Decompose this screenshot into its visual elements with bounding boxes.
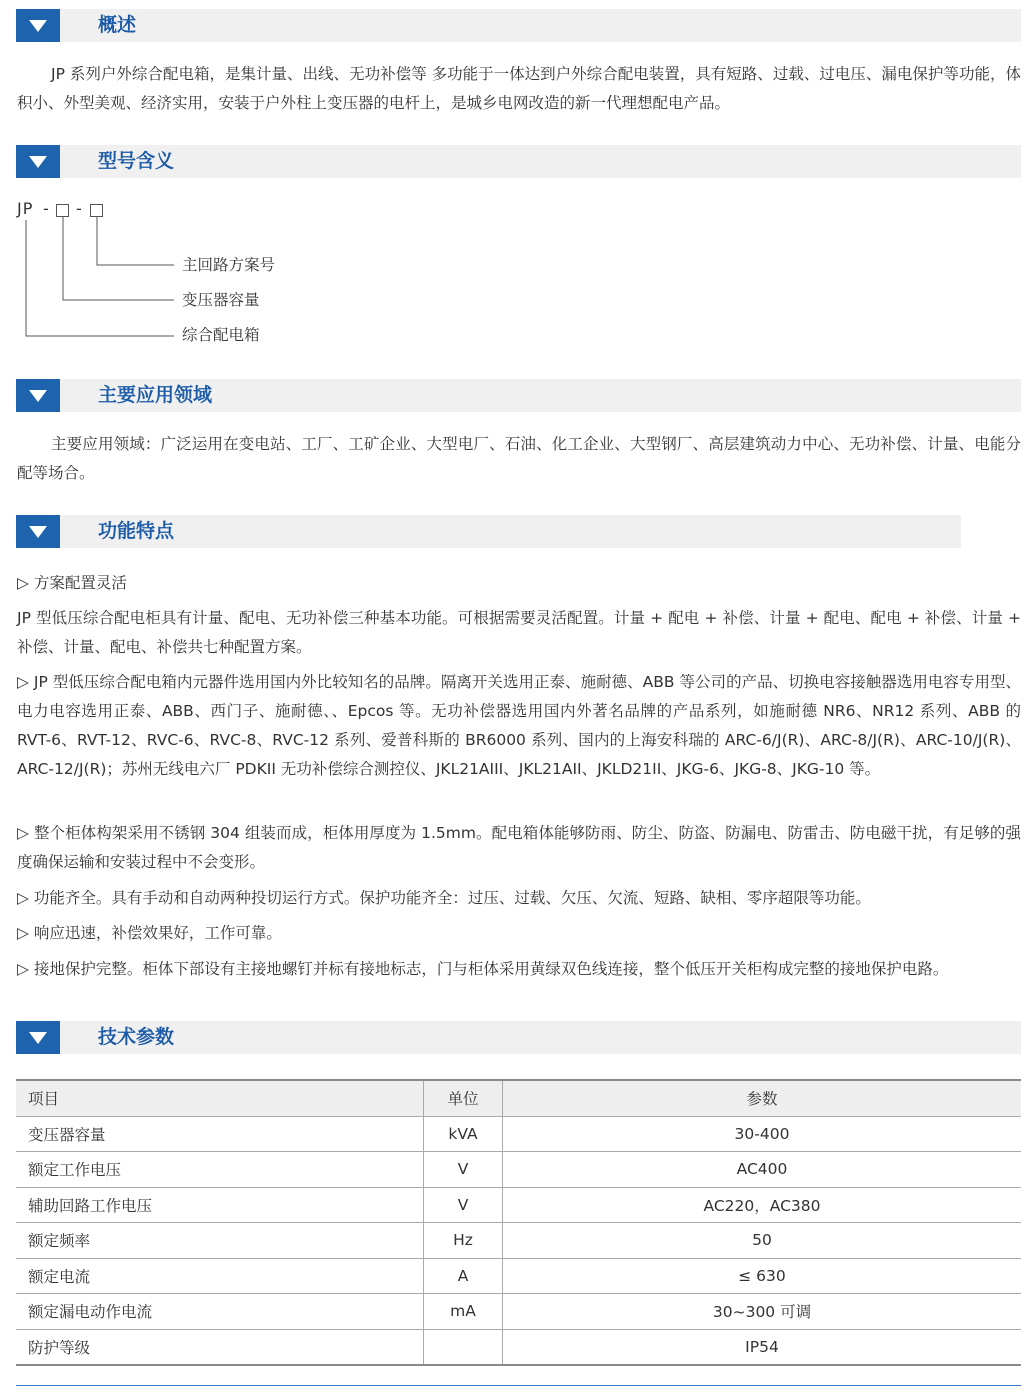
table-header-unit: 单位 <box>424 1080 503 1116</box>
model-dash: - <box>76 199 83 218</box>
overview-text: JP 系列户外综合配电箱，是集计量、出线、无功补偿等 多功能于一体达到户外综合配电装置，具有短路、过载、过电压、漏电保护等功能，体积小、外型美观、经济实用，安装于户外柱上变压器的电杆上，是城乡电网改造的新一代理想配电产品。 <box>17 65 1021 112</box>
collapse-triangle-icon <box>16 1021 60 1054</box>
cell-value: 50 <box>503 1223 1022 1259</box>
section-title-features: 功能特点 <box>98 520 175 542</box>
model-dash: - <box>43 199 50 218</box>
cell-item: 辅助回路工作电压 <box>16 1187 424 1223</box>
section-header-features <box>16 515 961 548</box>
section-title-model: 型号含义 <box>98 150 175 172</box>
cell-item: 变压器容量 <box>16 1116 424 1152</box>
table-row <box>16 1187 1021 1223</box>
cell-unit: kVA <box>424 1116 503 1152</box>
feature-item: ▷ 接地保护完整。柜体下部设有主接地螺钉并标有接地标志，门与柜体采用黄绿双色线连接，整个低压开关柜构成完整的接地保护电路。 <box>17 960 949 978</box>
cell-unit: V <box>424 1187 503 1223</box>
cell-unit: V <box>424 1152 503 1188</box>
label-main-circuit-scheme: 主回路方案号 <box>182 256 276 274</box>
specs-table <box>16 1079 1021 1366</box>
collapse-triangle-icon <box>16 9 60 42</box>
table-header-value: 参数 <box>503 1080 1022 1116</box>
placeholder-box <box>90 204 103 217</box>
cell-unit: mA <box>424 1294 503 1330</box>
feature-item: ▷ JP 型低压综合配电箱内元器件选用国内外比较知名的品牌。隔离开关选用正泰、施耐德、ABB 等公司的产品、切换电容接触器选用电容专用型、电力电容选用正泰、ABB、西门子、施耐德、、Epcos 等。无功补偿器选用国内外著名品牌的产品系列，如施耐德 NR6、NR12 系列、ABB 的 RVT-6、RVT-12、RVC-6、RVC-8、RVC-12 系列、爱普科斯的 BR6000 系列、国内的上海安科瑞的 ARC-6/J(R)、ARC-8/J(R)、ARC-10/J(R)、ARC-12/J(R)；苏州无线电六厂 PDKII 无功补偿综合测控仪、JKL21AIII、JKL21AII、JKLD21II、JKG-6、JKG-8、JKG-10 等。 <box>17 673 1021 778</box>
section-header-applications <box>16 379 1021 412</box>
table-row <box>16 1329 1021 1365</box>
section-header-overview <box>16 9 1021 42</box>
collapse-triangle-icon <box>16 515 60 548</box>
cell-value: AC220，AC380 <box>503 1187 1022 1223</box>
cell-unit <box>424 1329 503 1365</box>
table-row <box>16 1116 1021 1152</box>
applications-text: 主要应用领域：广泛运用在变电站、工厂、工矿企业、大型电厂、石油、化工企业、大型钢厂、高层建筑动力中心、无功补偿、计量、电能分配等场合。 <box>17 435 1021 482</box>
model-code-diagram <box>17 198 317 350</box>
feature-item: JP 型低压综合配电柜具有计量、配电、无功补偿三种基本功能。可根据需要灵活配置。计量 + 配电 + 补偿、计量 + 配电、配电 + 补偿、计量 + 补偿、计量、配电、补偿共七种配置方案。 <box>17 609 1021 656</box>
bottom-divider <box>16 1385 1021 1386</box>
label-transformer-capacity: 变压器容量 <box>182 291 260 309</box>
cell-item: 额定漏电动作电流 <box>16 1294 424 1330</box>
cell-item: 额定工作电压 <box>16 1152 424 1188</box>
cell-value: 30-400 <box>503 1116 1022 1152</box>
table-row <box>16 1294 1021 1330</box>
cell-item: 防护等级 <box>16 1329 424 1365</box>
feature-item: ▷ 方案配置灵活 <box>17 574 127 592</box>
cell-value: AC400 <box>503 1152 1022 1188</box>
table-row <box>16 1223 1021 1259</box>
cell-unit: A <box>424 1258 503 1294</box>
collapse-triangle-icon <box>16 379 60 412</box>
table-header-item: 项目 <box>16 1080 424 1116</box>
table-row <box>16 1258 1021 1294</box>
feature-item: ▷ 功能齐全。具有手动和自动两种投切运行方式。保护功能齐全：过压、过载、欠压、欠流、短路、缺相、零序超限等功能。 <box>17 889 871 907</box>
feature-item: ▷ 整个柜体构架采用不锈钢 304 组装而成，柜体用厚度为 1.5mm。配电箱体能够防雨、防尘、防盗、防漏电、防雷击、防电磁干扰，有足够的强度确保运输和安装过程中不会变形。 <box>17 824 1021 871</box>
cell-value: 30~300 可调 <box>503 1294 1022 1330</box>
label-distribution-box: 综合配电箱 <box>182 326 260 344</box>
section-header-model <box>16 145 1021 178</box>
placeholder-box <box>56 204 69 217</box>
section-title-applications: 主要应用领域 <box>98 384 213 406</box>
cell-item: 额定频率 <box>16 1223 424 1259</box>
section-title-specs: 技术参数 <box>98 1026 175 1048</box>
model-code-prefix: JP <box>17 199 34 218</box>
table-header-row <box>16 1080 1021 1116</box>
cell-value: ≤ 630 <box>503 1258 1022 1294</box>
collapse-triangle-icon <box>16 145 60 178</box>
section-title-overview: 概述 <box>98 14 137 36</box>
table-row <box>16 1152 1021 1188</box>
feature-item: ▷ 响应迅速，补偿效果好，工作可靠。 <box>17 924 282 942</box>
cell-item: 额定电流 <box>16 1258 424 1294</box>
section-header-specs <box>16 1021 1021 1054</box>
cell-unit: Hz <box>424 1223 503 1259</box>
cell-value: IP54 <box>503 1329 1022 1365</box>
